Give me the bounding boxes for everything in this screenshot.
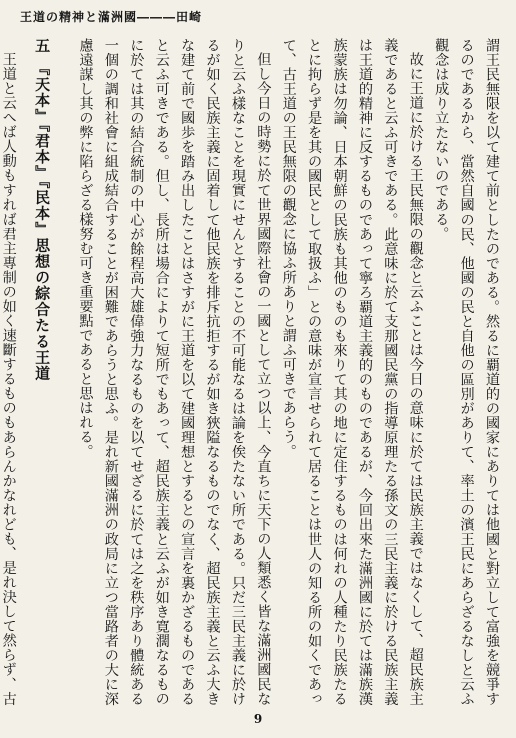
section-title: 『天本』『君本』『民本』思想の綜合たる王道 (33, 60, 52, 382)
paragraph-2: 故に王道に於ける王民無限の觀念と云ふことは今日の意味に於ては民族主義ではなくして、超民族主義であると云ふ可きである。此意味に於て支那國民黨の指導原理たる孫文の三民主義に於ける民族主義は王道的精神に反するものであって寧ろ覇道主義的のものであるが、今回出來た滿洲國に於ては滿族漢族蒙族は勿論、日本朝鮮の民族も其他のものも來りて其の地に定住するものは何れの人種たり民族たるとに拘らず是を其の國民として取扱ふ」との意味が宣言せられて居ることは世人の知る所の如くであって、古王道の王民無限の觀念に協ふ所ありと謂ふ可きであらう。 (280, 38, 424, 706)
vertical-body-text (0, 38, 504, 706)
paragraph-3: 但し今日の時勢に於て世界國際社會の一國として立つ以上、今直ちに天下の人類悉く皆な滿洲國民なりと云ふ樣なことを現實にせんとすることの不可能なるは論を俟たない所である。只だ三民主義に於けるが如く民族主義に固着して他民族を排斥抗拒するが如き狹隘なるものでなく、超民族主義と云ふ大きな建て前で國歩を踏み出したことはさすがに王道を以て建國理想とするとの宣言を裏かざるものであると云ふ可きである。但し、長所は場合によりて短所でもあって、超民族主義と云ふが如き寛濶なるものに於ては其の結合統制の中心が餘程高大雄偉強力なるものを以てせざるに於ては之を秩序あり體統ある一個の調和社會に組成結合することが困難であらうと思ふ。是れ新國滿洲の政局に立つ當路者の大に深慮遠謀し其の弊に陷らざる樣努む可き重要點であると思はれる。 (77, 38, 272, 706)
running-header: 王道の精神と滿洲國―――田崎 (20, 10, 203, 24)
section-number: 五 (33, 38, 52, 54)
section-heading (29, 38, 54, 706)
page-number: 9 (253, 712, 263, 726)
section-paragraph: 王道と云へば人動もすれば君主專制の如く速斷するものもあらんかなれども、是れ決して然らず、古 (0, 52, 17, 706)
paragraph-1: 謂王民無限を以て建て前としたのである。然るに覇道的の國家にありては他國と對立して富強を競爭するのであるから、當然自國の民、他國の民と自他の區別がありて、率土の濱王民にあらざるなしと云ふ觀念は成り立たないのである。 (433, 38, 500, 706)
